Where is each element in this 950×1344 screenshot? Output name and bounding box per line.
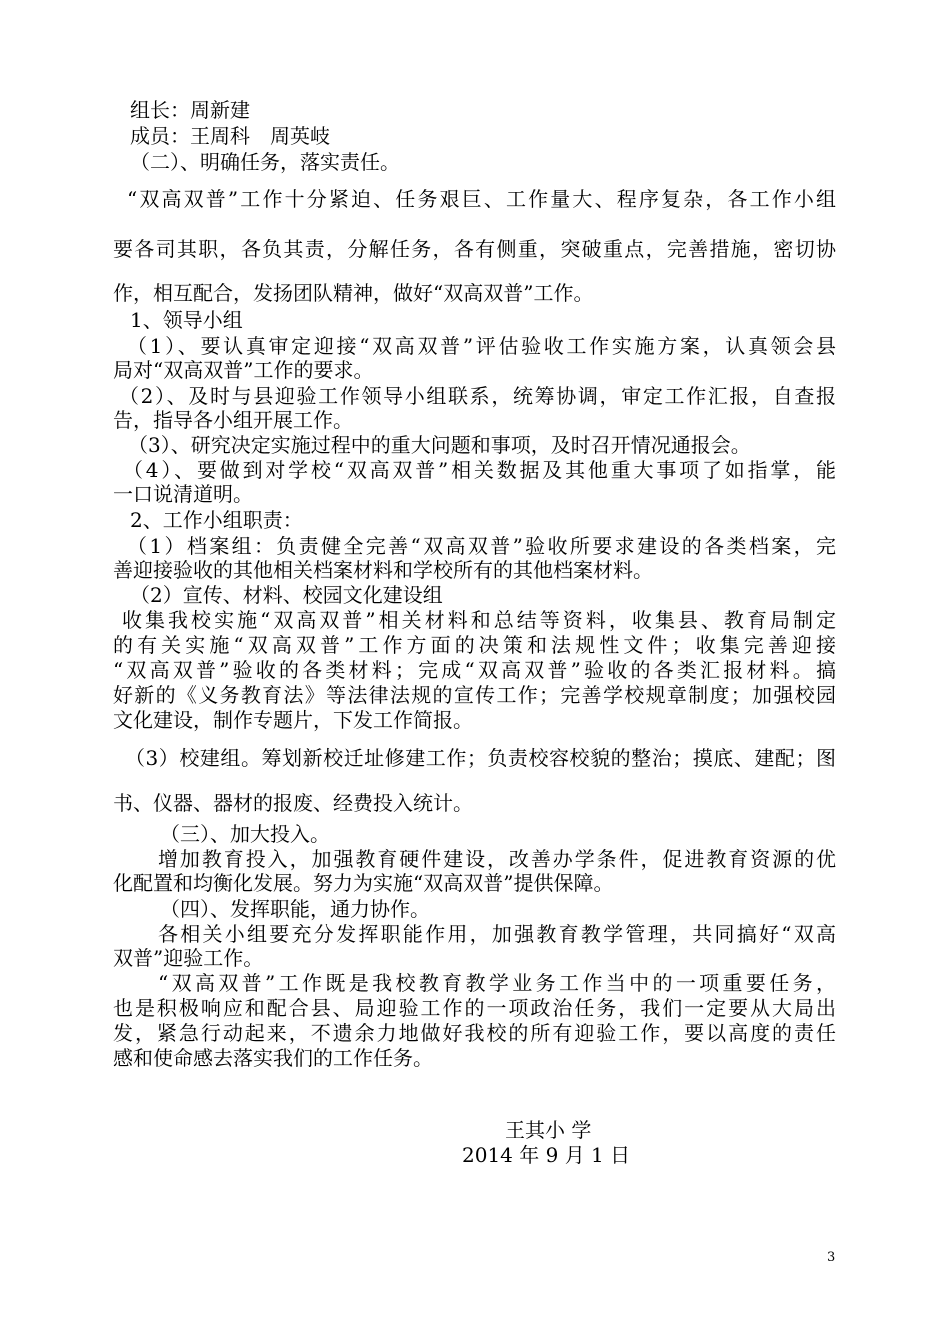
- paragraph-line: 化配置和均衡化发展。努力为实施“双高双普”提供保障。: [113, 871, 614, 895]
- paragraph-line: 双普”迎验工作。: [113, 946, 264, 970]
- paragraph-line: （1）、要认真审定迎接“双高双普”评估验收工作实施方案，认真领会县: [127, 334, 836, 358]
- paragraph-line: “双高双普”工作既是我校教育教学业务工作当中的一项重要任务，: [158, 971, 836, 995]
- paragraph-line: 告，指导各小组开展工作。: [113, 408, 353, 432]
- section-heading: （四）、发挥职能，通力协作。: [160, 897, 430, 921]
- page-number: 3: [827, 1250, 836, 1265]
- paragraph-line: （4）、要做到对学校“双高双普”相关数据及其他重大事项了如指掌，能: [123, 458, 836, 482]
- paragraph-line: 感和使命感去落实我们的工作任务。: [113, 1046, 433, 1070]
- paragraph-line: （1）档案组：负责健全完善“双高双普”验收所要求建设的各类档案，完: [127, 534, 836, 558]
- paragraph-line: （3）校建组。筹划新校迁址修建工作；负责校容校貌的整治；摸底、建配；图: [125, 746, 836, 770]
- paragraph-line: 一口说清道明。: [113, 482, 253, 506]
- paragraph-line: 好新的《义务教育法》等法律法规的宣传工作；完善学校规章制度；加强校园: [113, 683, 836, 707]
- signature-school: 王其小 学: [505, 1118, 592, 1142]
- paragraph-line: 要各司其职，各负其责，分解任务，各有侧重，突破重点，完善措施，密切协: [113, 237, 836, 261]
- paragraph-line: （2）宣传、材料、校园文化建设组: [130, 583, 443, 607]
- paragraph-line: 发，紧急行动起来，不遗余力地做好我校的所有迎验工作，要以高度的责任: [113, 1021, 836, 1045]
- team-leader-line: 组长：周新建: [130, 98, 250, 122]
- paragraph-line: 局对“双高双普”工作的要求。: [113, 358, 374, 382]
- paragraph-line: （2）、及时与县迎验工作领导小组联系，统筹协调，审定工作汇报，自查报: [119, 384, 836, 408]
- paragraph-line: “双高双普”验收的各类材料；完成“双高双普”验收的各类汇报材料。搞: [113, 658, 836, 682]
- paragraph-line: 作，相互配合，发扬团队精神，做好“双高双普”工作。: [113, 281, 594, 305]
- section-heading: （二）、明确任务，落实责任。: [130, 150, 400, 174]
- paragraph-line: 的有关实施“双高双普”工作方面的决策和法规性文件；收集完善迎接: [113, 633, 836, 657]
- paragraph-line: 文化建设，制作专题片，下发工作简报。: [113, 708, 473, 732]
- subsection-heading: 1、领导小组: [130, 308, 243, 332]
- subsection-heading: 2、工作小组职责：: [130, 508, 303, 532]
- paragraph-line: 增加教育投入，加强教育硬件建设，改善办学条件，促进教育资源的优: [158, 847, 836, 871]
- paragraph-line: 书、仪器、器材的报废、经费投入统计。: [113, 791, 473, 815]
- paragraph-line: 各相关小组要充分发挥职能作用，加强教育教学管理，共同搞好“双高: [158, 922, 836, 946]
- signature-date: 2014 年 9 月 1 日: [462, 1143, 631, 1167]
- team-members-line: 成员：王周科 周英岐: [130, 124, 330, 148]
- paragraph-line: “双高双普”工作十分紧迫、任务艰巨、工作量大、程序复杂，各工作小组: [127, 187, 836, 211]
- section-heading: （三）、加大投入。: [160, 822, 330, 846]
- paragraph-line: 善迎接验收的其他相关档案材料和学校所有的其他档案材料。: [113, 558, 653, 582]
- paragraph-line: 收集我校实施“双高双普”相关材料和总结等资料，收集县、教育局制定: [122, 608, 836, 632]
- paragraph-line: （3）、研究决定实施过程中的重大问题和事项，及时召开情况通报会。: [128, 433, 751, 457]
- paragraph-line: 也是积极响应和配合县、局迎验工作的一项政治任务，我们一定要从大局出: [113, 996, 836, 1020]
